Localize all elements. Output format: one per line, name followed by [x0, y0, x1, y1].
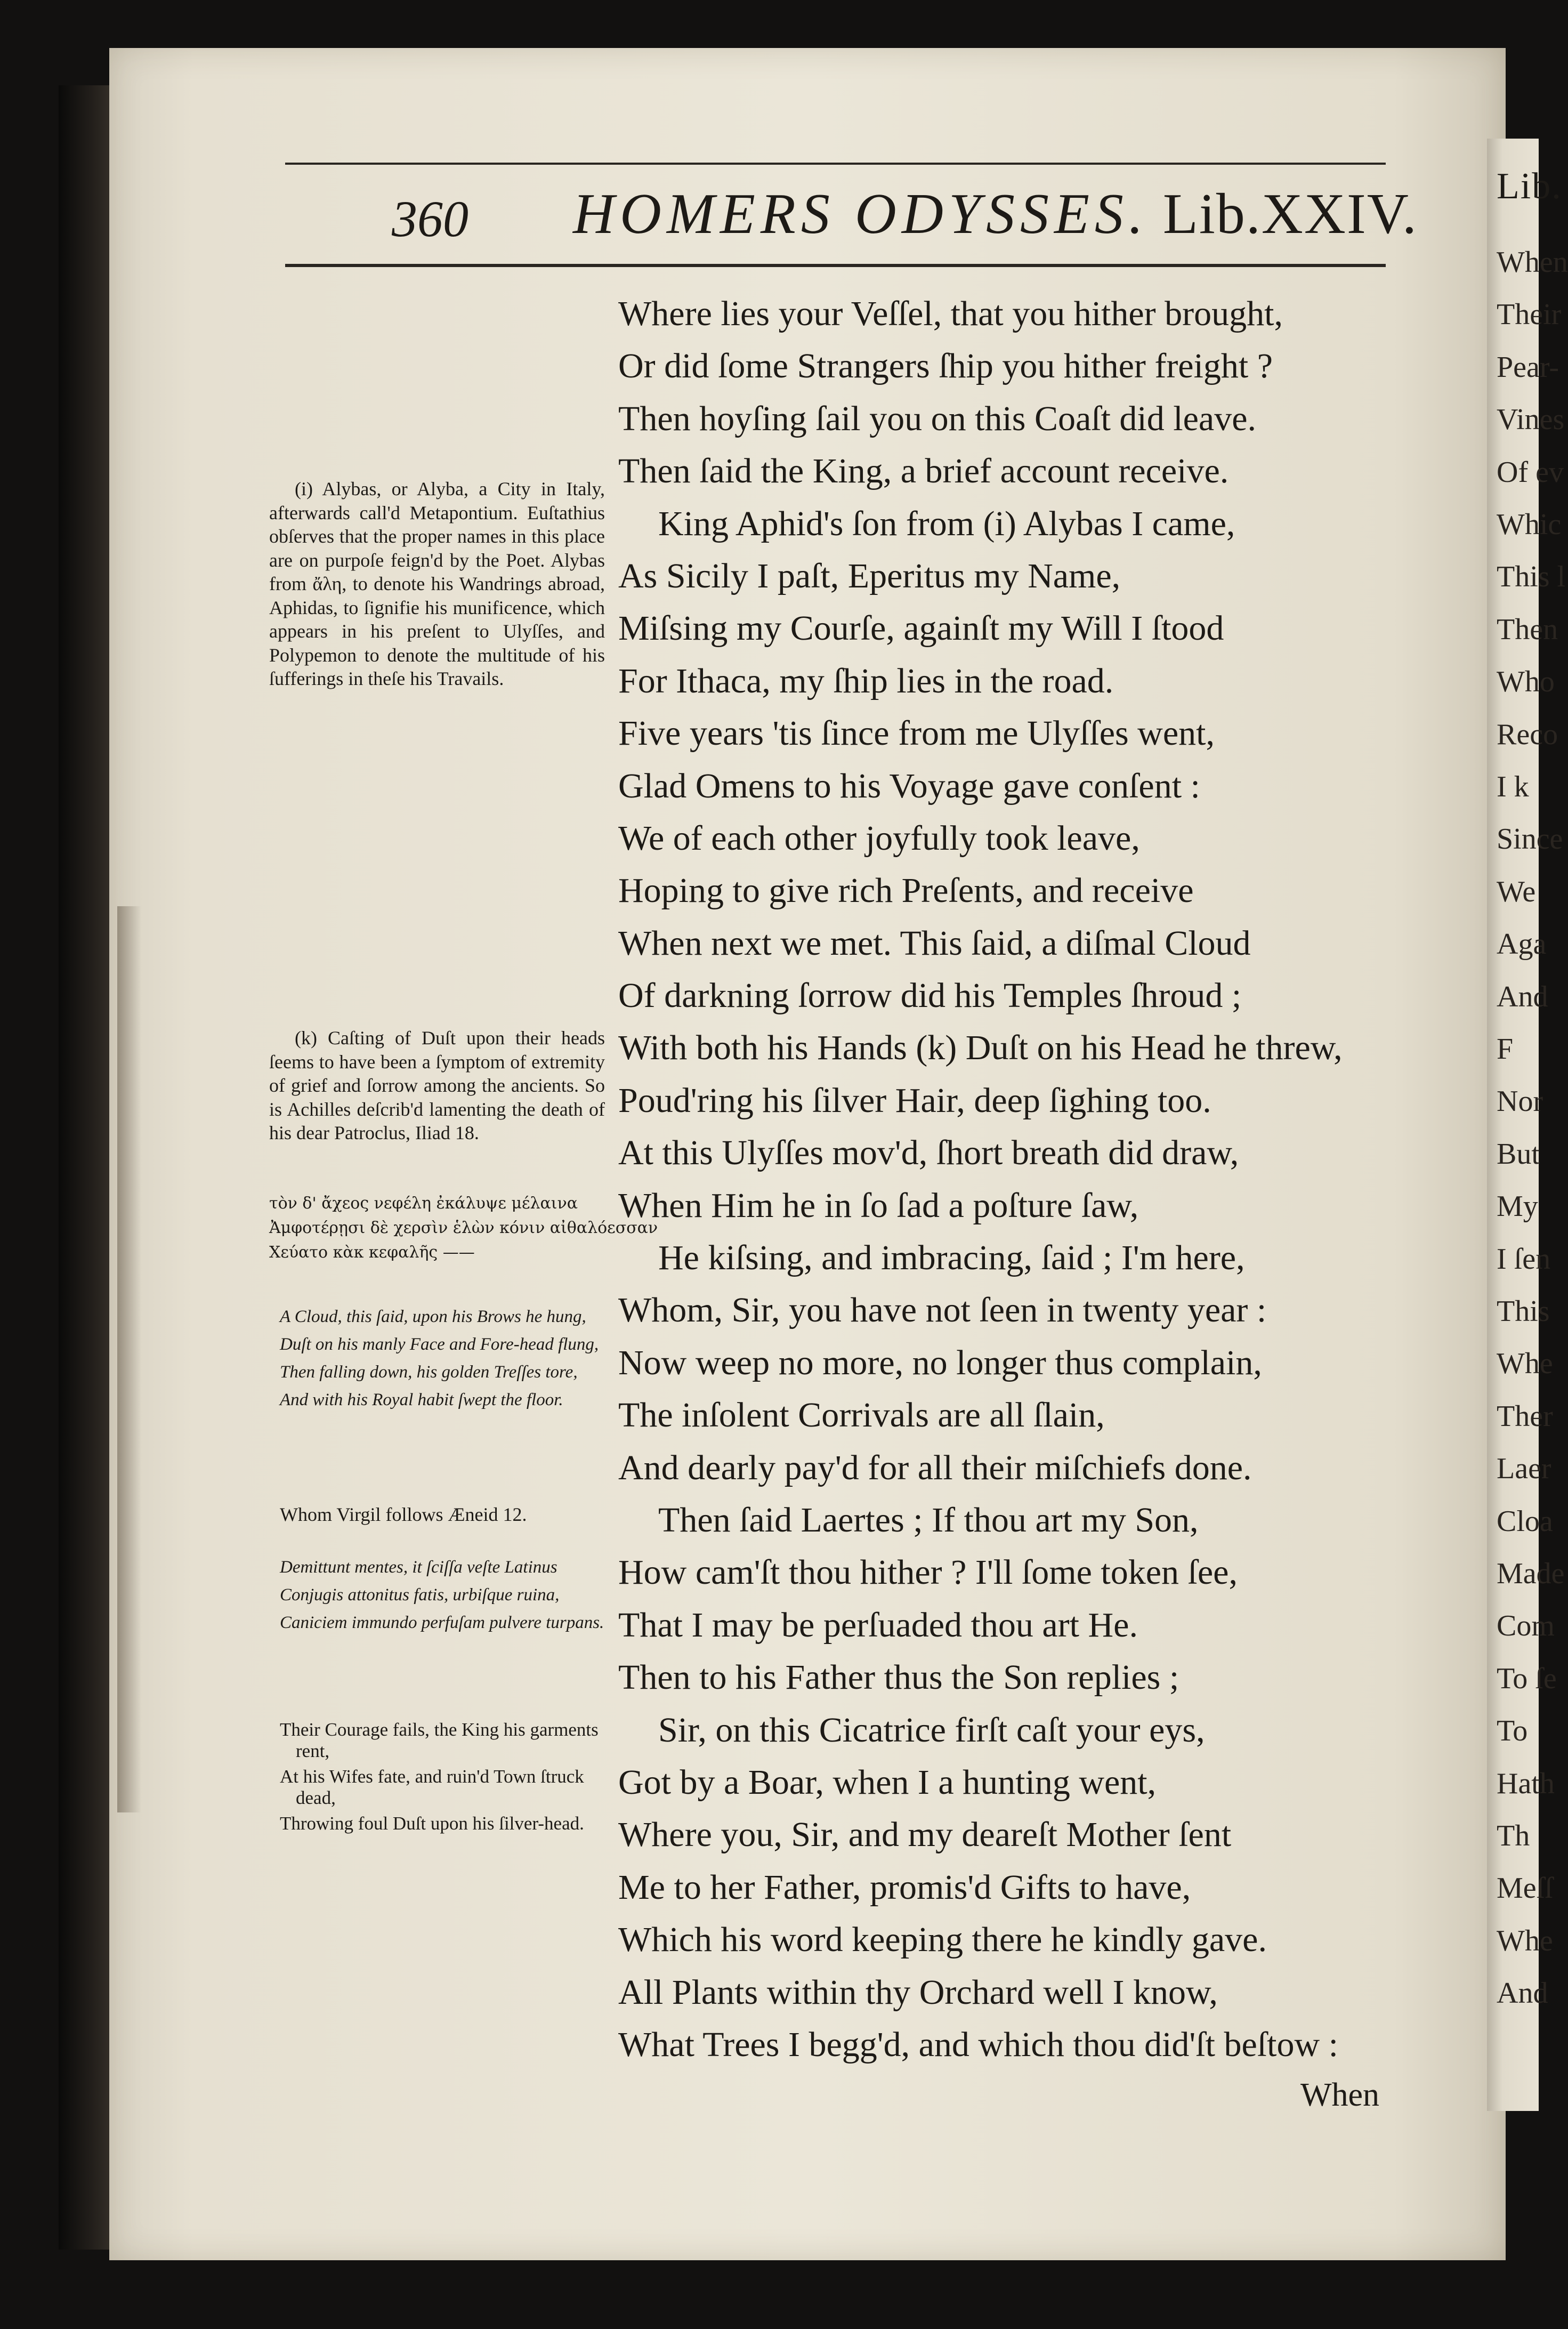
- verse-line: What Trees I begg'd, and which thou did'ſt beſtow :: [618, 2025, 1338, 2064]
- facing-page-line: I k: [1497, 770, 1529, 803]
- verse-line: At this Ulyſſes mov'd, ſhort breath did draw,: [618, 1133, 1239, 1173]
- verse-line: Where you, Sir, and my deareſt Mother ſent: [618, 1815, 1232, 1855]
- verse-line: And with his Royal habit ſwept the floor.: [280, 1390, 563, 1409]
- latin-line: Demittunt mentes, it ſciſſa veſte Latinus: [280, 1558, 557, 1577]
- verse-line: All Plants within thy Orchard well I know,: [618, 1972, 1218, 2012]
- book-spine: [59, 85, 117, 2250]
- header-rule-top: [285, 163, 1386, 165]
- verse-line: When Him he in ſo ſad a poſture ſaw,: [618, 1186, 1139, 1225]
- facing-page-line: Aga: [1497, 928, 1547, 961]
- verse-line: Throwing foul Duſt upon his ſilver-head.: [280, 1813, 584, 1834]
- verse-line: Duſt on his manly Face and Fore-head flung,: [280, 1335, 599, 1354]
- facing-page-line: Pear-: [1497, 350, 1559, 384]
- facing-page-line: Made: [1497, 1557, 1565, 1590]
- verse-line: Five years 'tis ſince from me Ulyſſes went,: [618, 714, 1215, 753]
- facing-page-line: Meſſ: [1497, 1872, 1553, 1905]
- verse-line: Whom, Sir, you have not ſeen in twenty year :: [618, 1291, 1267, 1330]
- catchword: When: [1300, 2077, 1380, 2113]
- facing-page-line: But: [1497, 1137, 1540, 1171]
- note-k-text: (k) Caſting of Duſt upon their heads ſeems to have been a ſymptom of extremity of grief and ſorrow among the ancients. So is Achilles deſcrib'd lamenting the death of his dear Patroclus, Iliad 18.: [269, 1027, 605, 1143]
- page-stain: [117, 906, 141, 1812]
- facing-page-line: This l: [1497, 560, 1566, 594]
- facing-page-edge: [1487, 139, 1568, 2111]
- english-translation-1: [280, 1306, 608, 1417]
- facing-page-line: Cloa: [1497, 1504, 1553, 1538]
- verse-line: Where lies your Veſſel, that you hither brought,: [618, 294, 1283, 333]
- facing-page-line: I ſen: [1497, 1242, 1551, 1276]
- virgil-reference: Whom Virgil follows Æneid 12.: [280, 1504, 527, 1525]
- verse-line: And dearly pay'd for all their miſchiefs done.: [618, 1448, 1252, 1487]
- facing-page-header: Lib.: [1497, 166, 1562, 207]
- margin-note-i: [269, 477, 605, 691]
- facing-page-line: We: [1497, 875, 1536, 908]
- running-head: [573, 181, 1418, 247]
- greek-quotation: [269, 1191, 658, 1265]
- facing-page-line: Vines: [1497, 403, 1565, 437]
- facing-page-line: Com: [1497, 1609, 1555, 1643]
- facing-page-line: Their: [1497, 298, 1562, 332]
- facing-page-line: Reco: [1497, 718, 1558, 751]
- verse-line: When next we met. This ſaid, a diſmal Cloud: [618, 923, 1251, 963]
- verse-line: How cam'ſt thou hither ? I'll ſome token ſee,: [618, 1553, 1238, 1592]
- verse-line: That I may be perſuaded thou art He.: [618, 1605, 1138, 1645]
- facing-page-line: Laer: [1497, 1452, 1551, 1486]
- verse-line: With both his Hands (k) Duſt on his Head he threw,: [618, 1028, 1343, 1068]
- verse-line: Got by a Boar, when I a hunting went,: [618, 1762, 1157, 1802]
- verse-column: [618, 288, 1439, 2071]
- verse-line: Of darkning ſorrow did his Temples ſhroud ;: [618, 976, 1242, 1016]
- verse-line: Then ſaid Laertes ; If thou art my Son,: [658, 1500, 1199, 1540]
- greek-line: τὸν δ' ἄχεος νεφέλη ἐκάλυψε μέλαινα: [269, 1194, 578, 1213]
- verse-line: Hoping to give rich Preſents, and receive: [618, 871, 1194, 910]
- facing-page-line: F: [1497, 1033, 1514, 1066]
- facing-page-line: And: [1497, 1977, 1548, 2010]
- latin-line: Conjugis attonitus fatis, urbiſque ruina,: [280, 1585, 560, 1605]
- latin-line: Caniciem immundo perfuſam pulvere turpans.: [280, 1613, 604, 1632]
- verse-line: Or did ſome Strangers ſhip you hither freight ?: [618, 346, 1273, 386]
- facing-page-line: When: [1497, 246, 1568, 279]
- verse-line: At his Wifes fate, and ruin'd Town ſtruck dead,: [280, 1766, 584, 1808]
- facing-page-line: My: [1497, 1190, 1538, 1223]
- verse-line: Me to her Father, promis'd Gifts to have,: [618, 1867, 1191, 1907]
- margin-note-k: [269, 1026, 605, 1145]
- running-title: HOMERS ODYSSES.: [573, 182, 1149, 246]
- verse-line: Sir, on this Cicatrice firſt caſt your eys,: [658, 1710, 1205, 1750]
- facing-page-line: Whe: [1497, 1924, 1553, 1957]
- header-rule-bottom: [285, 264, 1386, 267]
- verse-line: For Ithaca, my ſhip lies in the road.: [618, 661, 1114, 700]
- facing-page-line: Ther: [1497, 1399, 1553, 1433]
- verse-line: As Sicily I paſt, Eperitus my Name,: [618, 556, 1121, 595]
- facing-page-line: Of ev: [1497, 455, 1564, 489]
- facing-page-line: Then: [1497, 613, 1558, 646]
- verse-line: Poud'ring his ſilver Hair, deep ſighing too.: [618, 1081, 1211, 1120]
- verse-line: Then falling down, his golden Treſſes tore,: [280, 1363, 578, 1382]
- verse-line: Now weep no more, no longer thus complain,: [618, 1343, 1262, 1382]
- greek-line: Χεύατο κὰκ κεφαλῆς ——: [269, 1243, 475, 1262]
- latin-quotation: [280, 1557, 608, 1640]
- facing-page-line: And: [1497, 980, 1548, 1013]
- facing-page-line: Th: [1497, 1819, 1530, 1852]
- verse-line: The inſolent Corrivals are all ſlain,: [618, 1396, 1105, 1435]
- verse-line: A Cloud, this ſaid, upon his Brows he hung,: [280, 1307, 586, 1326]
- verse-line: Then hoyſing ſail you on this Coaſt did leave.: [618, 399, 1256, 438]
- verse-line: King Aphid's ſon from (i) Alybas I came,: [658, 504, 1235, 543]
- facing-page-line: To ſe: [1497, 1662, 1557, 1695]
- facing-page-line: Whe: [1497, 1347, 1553, 1381]
- facing-page-line: This: [1497, 1295, 1550, 1328]
- verse-line: Glad Omens to his Voyage gave conſent :: [618, 766, 1200, 805]
- verse-line: He kiſsing, and imbracing, ſaid ; I'm here,: [658, 1238, 1245, 1278]
- book-number: Lib.XXIV.: [1162, 182, 1418, 246]
- verse-line: Their Courage fails, the King his garments rent,: [280, 1719, 599, 1761]
- verse-line: Miſsing my Courſe, againſt my Will I ſtood: [618, 609, 1224, 648]
- facing-page-line: Whic: [1497, 508, 1562, 541]
- facing-page-line: Since: [1497, 823, 1563, 856]
- facing-page-line: To: [1497, 1714, 1528, 1748]
- verse-line: Then ſaid the King, a brief account receive.: [618, 452, 1229, 491]
- verse-line: Which his word keeping there he kindly gave.: [618, 1920, 1267, 1960]
- verse-line: Then to his Father thus the Son replies ;: [618, 1658, 1179, 1697]
- facing-page-line: Hath: [1497, 1767, 1555, 1800]
- page-number: 360: [392, 190, 468, 247]
- greek-line: Ἀμφοτέρῃσι δὲ χερσὶν ἑλὼν κόνιν αἰθαλόεσσαν: [269, 1219, 658, 1237]
- english-translation-2: [280, 1719, 608, 1839]
- note-i-text: (i) Alybas, or Alyba, a City in Italy, afterwards call'd Metapontium. Euſtathius obſerves that the proper names in this place are on purpoſe feign'd by the Poet. Alybas from ἄλη, to denote his Wandrings abroad, Aphidas, to ſignifie his munificence, which appears in his preſent to Ulyſſes, and Polypemon to denote the multitude of his ſufferings in theſe his Travails.: [269, 478, 605, 689]
- verse-line: We of each other joyfully took leave,: [618, 818, 1140, 858]
- facing-page-line: Nor: [1497, 1085, 1543, 1118]
- facing-page-line: Who: [1497, 665, 1555, 699]
